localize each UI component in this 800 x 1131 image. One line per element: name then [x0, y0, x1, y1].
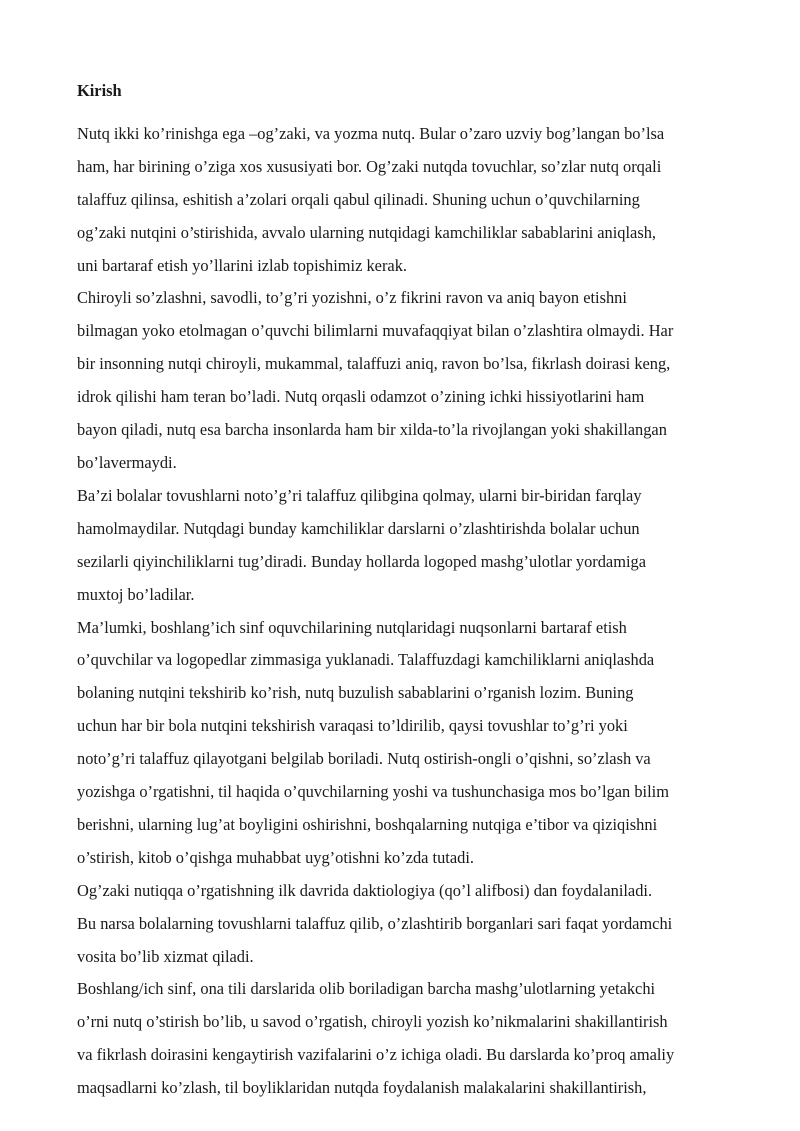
text-line: muxtoj bo’ladilar. [77, 584, 195, 604]
text-line: bilmagan yoko etolmagan o’quvchi bilimlarni muvafaqqiyat bilan o’zlashtira olmaydi. Har [77, 321, 674, 341]
text-line: og’zaki nutqini o’stirishida, avvalo ularning nutqidagi kamchiliklar sabablarini aniqlash, [77, 222, 657, 242]
text-line: sezilarli qiyinchiliklarni tug’diradi. Bunday hollarda logoped mashg’ulotlar yordamiga [77, 551, 646, 571]
text-line: o’stirish, kitob o’qishga muhabbat uyg’otishni ko’zda tutadi. [77, 847, 474, 867]
text-line: Boshlang/ich sinf, ona tili darslarida olib boriladigan barcha mashg’ulotlarning yetakchi [77, 979, 656, 999]
text-line: uchun har bir bola nutqini tekshirish varaqasi to’ldirilib, qaysi tovushlar to’g’ri yoki [77, 716, 628, 736]
text-line: vosita bo’lib xizmat qiladi. [77, 946, 254, 966]
text-line: idrok qilishi ham teran bo’ladi. Nutq orqasli odamzot o’zining ichki hissiyotlarini ham [77, 387, 645, 407]
text-line: ham, har birining o’ziga xos xususiyati bor. Og’zaki nutqda tovuchlar, so’zlar nutq orqali [77, 156, 662, 176]
paragraph [77, 282, 752, 479]
paragraph-list [77, 118, 752, 1105]
text-line: Ba’zi bolalar tovushlarni noto’g’ri talaffuz qilibgina qolmay, ularni bir-biridan farqlay [77, 485, 642, 505]
text-line: Nutq ikki ko’rinishga ega –og’zaki, va yozma nutq. Bular o’zaro uzviy bog’langan bo’lsa [77, 123, 665, 143]
text-line: Ma’lumki, boshlang’ich sinf oquvchilarining nutqlaridagi nuqsonlarni bartaraf etish [77, 617, 627, 637]
text-line: bayon qiladi, nutq esa barcha insonlarda ham bir xilda-to’la rivojlangan yoki shakillangan [77, 420, 667, 440]
text-line: Chiroyli so’zlashni, savodli, to’g’ri yozishni, o’z fikrini ravon va aniq bayon etishni [77, 288, 627, 308]
text-line: o’quvchilar va logopedlar zimmasiga yuklanadi. Talaffuzdagi kamchiliklarni aniqlashda [77, 650, 655, 670]
paragraph [77, 875, 752, 974]
text-line: noto’g’ri talaffuz qilayotgani belgilab boriladi. Nutq ostirish-ongli o’qishni, so’zlash va [77, 749, 651, 769]
section-heading: Kirish [77, 81, 122, 100]
paragraph [77, 118, 752, 283]
text-line: bo’lavermaydi. [77, 452, 177, 472]
paragraph [77, 973, 752, 1105]
text-line: bir insonning nutqi chiroyli, mukammal, talaffuzi aniq, ravon bo’lsa, fikrlash doirasi keng, [77, 354, 671, 374]
text-line: yozishga o’rgatishni, til haqida o’quvchilarning yoshi va tushunchasiga mos bo’lgan bilim [77, 782, 669, 802]
text-line: maqsadlarni ko’zlash, til boyliklaridan nutqda foydalanish malakalarini shakillantirish, [77, 1078, 647, 1098]
paragraph [77, 480, 752, 612]
text-line: Bu narsa bolalarning tovushlarni talaffuz qilib, o’zlashtirib borganlari sari faqat yordamchi [77, 913, 673, 933]
text-line: va fikrlash doirasini kengaytirish vazifalarini o’z ichiga oladi. Bu darslarda ko’proq amaliy [77, 1045, 675, 1065]
paragraph [77, 612, 752, 875]
text-line: o’rni nutq o’stirish bo’lib, u savod o’rgatish, chiroyli yozish ko’nikmalarini shakillantirish [77, 1012, 668, 1032]
text-line: berishni, ularning lug’at boyligini oshirishni, boshqalarning nutqiga e’tibor va qiziqishni [77, 814, 658, 834]
text-line: talaffuz qilinsa, eshitish a’zolari orqali qabul qilinadi. Shuning uchun o’quvchilarning [77, 189, 640, 209]
text-line: hamolmaydilar. Nutqdagi bunday kamchiliklar darslarni o’zlashtirishda bolalar uchun [77, 518, 640, 538]
text-line: bolaning nutqini tekshirib ko’rish, nutq buzulish sabablarini o’rganish lozim. Buning [77, 683, 634, 703]
text-line: uni bartaraf etish yo’llarini izlab topishimiz kerak. [77, 255, 407, 275]
document-body [77, 75, 752, 1105]
text-line: Og’zaki nutiqqa o’rgatishning ilk davrida daktiologiya (qo’l alifbosi) dan foydalaniladi. [77, 880, 653, 900]
